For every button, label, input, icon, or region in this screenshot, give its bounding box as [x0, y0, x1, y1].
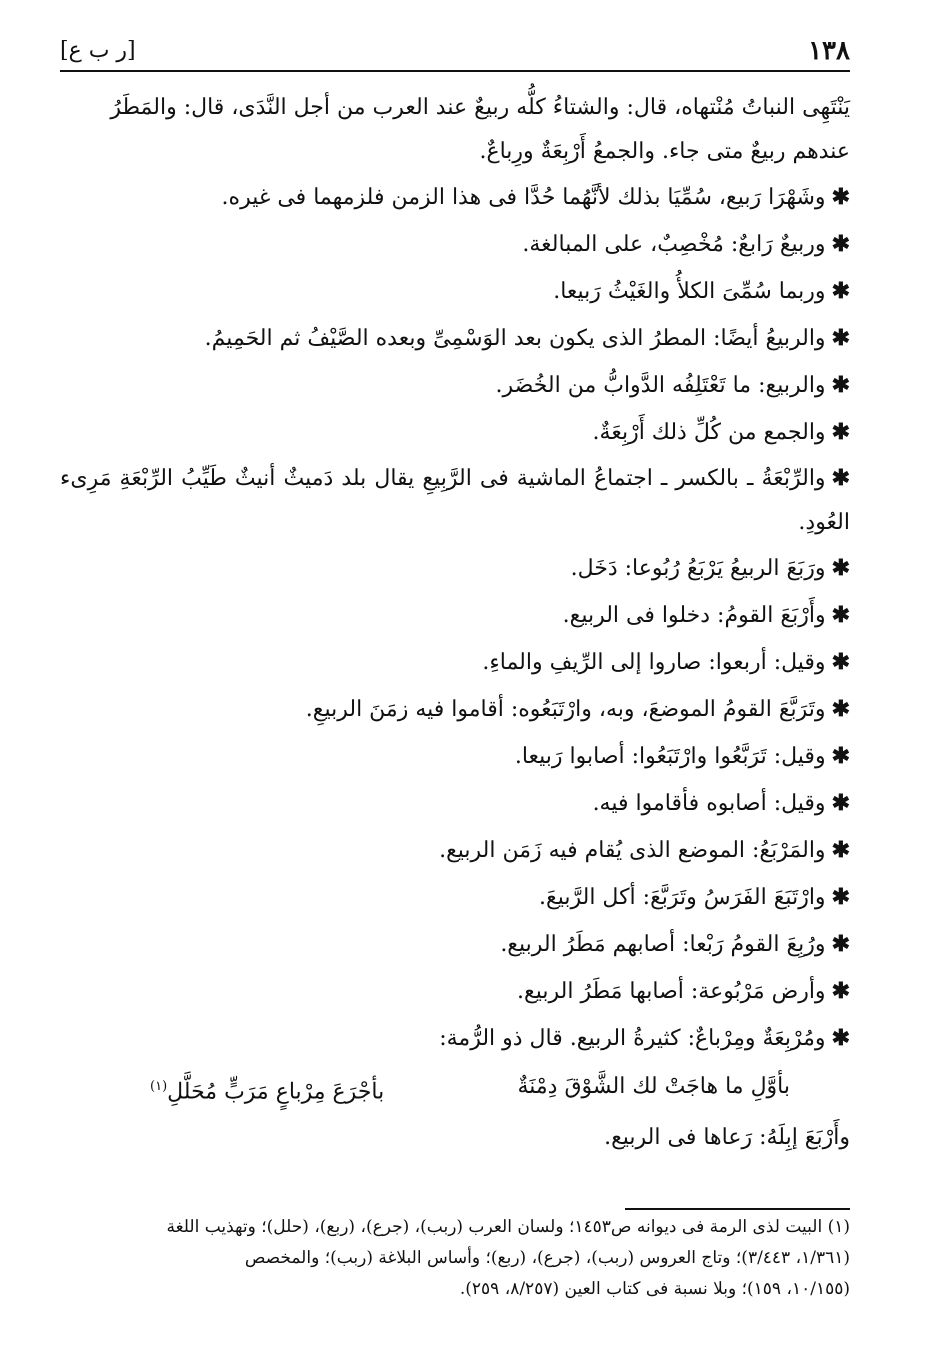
entry-text: وربما سُمِّىَ الكلأُ والغَيْثُ رَبيعا. — [553, 279, 826, 304]
dictionary-entry — [60, 221, 850, 268]
entry-text: والربيع: ما تَعْتَلِفُه الدَّوابُّ من الخُضَر. — [495, 373, 826, 398]
asterisk-bullet-icon: ✱ — [831, 931, 850, 957]
root-letters-label: [ر ب ع] — [60, 38, 136, 63]
asterisk-bullet-icon: ✱ — [831, 465, 850, 491]
intro-line: عندهم ربيعٌ متى جاء. والجمعُ أَرْبِعَةٌ ورِباعٌ. — [479, 139, 850, 164]
entry-text: وقيل: أصابوه فأقاموا فيه. — [592, 791, 826, 816]
dictionary-entry — [60, 545, 850, 592]
dictionary-entry — [60, 409, 850, 456]
entry-text: وارْتَبَعَ الفَرَسُ وتَرَبَّعَ: أكل الرَّبيعَ. — [539, 885, 826, 910]
entry-text: وقيل: تَرَبَّعُوا وارْتَبَعُوا: أصابوا رَبيعا. — [514, 744, 826, 769]
footnote-divider — [625, 1208, 850, 1210]
verse-second-hemistich-text: بأجْرَعَ مِرْباعٍ مَرَبٍّ مُحَلَّلِ — [167, 1079, 385, 1105]
dictionary-body — [60, 86, 850, 1161]
dictionary-entry — [60, 733, 850, 780]
dictionary-entry — [60, 456, 850, 545]
dictionary-entry — [60, 827, 850, 874]
entry-text: والرِّبْعَةُ ـ بالكسر ـ اجتماعُ الماشية فى الرَّبِيعِ يقال بلد دَميثٌ أنيثٌ طَيِّبُ الرِّبْعَةِ مَرِىء العُودِ. — [60, 466, 850, 535]
footnote-line: (١٠/١٥٥، ١٥٩)؛ وبلا نسبة فى كتاب العين (٨/٢٥٧، ٢٥٩). — [459, 1279, 850, 1299]
asterisk-bullet-icon: ✱ — [831, 837, 850, 863]
dictionary-entry — [60, 921, 850, 968]
footnote-line: (١) البيت لذى الرمة فى ديوانه ص١٤٥٣؛ ولسان العرب (ربب)، (جرع)، (ربع)، (حلل)؛ وتهذيب اللغة — [166, 1217, 850, 1237]
dictionary-entry — [60, 780, 850, 827]
dictionary-entry — [60, 592, 850, 639]
page-header — [60, 36, 850, 72]
entry-text: ورُبِعَ القومُ رَبْعا: أصابهم مَطَرُ الربيع. — [500, 932, 826, 957]
entry-text: والربيعُ أيضًا: المطرُ الذى يكون بعد الوَسْمِىِّ وبعده الصَّيْفُ ثم الحَمِيمُ. — [204, 326, 826, 351]
asterisk-bullet-icon: ✱ — [831, 1025, 850, 1051]
asterisk-bullet-icon: ✱ — [831, 184, 850, 210]
intro-line: يَنْتَهِى النباتُ مُنْتهاه، قال: والشتاءُ كلُّه ربيعٌ عند العرب من أجل النَّدَى، قال: والمَطَرُ — [110, 95, 850, 120]
footnote-line: (١/٣٦١، ٣/٤٤٣)؛ وتاج العروس (ربب)، (جرع)، (ربع)؛ وأساس البلاغة (ربب)؛ والمخصص — [244, 1248, 850, 1268]
asterisk-bullet-icon: ✱ — [831, 790, 850, 816]
entry-text: وأرض مَرْبُوعة: أصابها مَطَرُ الربيع. — [517, 979, 826, 1004]
entry-text: ورَبَعَ الربيعُ يَرْبَعُ رُبُوعا: دَخَل. — [570, 556, 826, 581]
entry-text: والجمع من كُلِّ ذلك أَرْبِعَةٌ. — [592, 420, 826, 445]
asterisk-bullet-icon: ✱ — [831, 372, 850, 398]
dictionary-entry — [60, 268, 850, 315]
entry-text: وربيعٌ رَابعٌ: مُخْصِبٌ، على المبالغة. — [522, 232, 826, 257]
dictionary-entry — [60, 686, 850, 733]
footnote-marker: (١) — [150, 1079, 168, 1094]
verse-first-hemistich: بأوَّلِ ما هاجَتْ لك الشَّوْقَ دِمْنَةٌ — [517, 1074, 790, 1099]
asterisk-bullet-icon: ✱ — [831, 555, 850, 581]
dictionary-entry — [60, 968, 850, 1015]
asterisk-bullet-icon: ✱ — [831, 884, 850, 910]
entry-text: وتَرَبَّعَ القومُ الموضعَ، وبه، وارْتَبَعُوه: أقاموا فيه زمَنَ الربيعِ. — [305, 697, 826, 722]
dictionary-entry — [60, 174, 850, 221]
entry-text: والمَرْبَعُ: الموضع الذى يُقام فيه زَمَن الربيع. — [439, 838, 826, 863]
asterisk-bullet-icon: ✱ — [831, 278, 850, 304]
page-number: ١٣٨ — [808, 36, 850, 66]
entry-text: وشَهْرَا رَبيع، سُمِّيَا بذلك لأنَّهُما حُدَّا فى هذا الزمن فلزمهما فى غيره. — [221, 185, 826, 210]
asterisk-bullet-icon: ✱ — [831, 602, 850, 628]
asterisk-bullet-icon: ✱ — [831, 325, 850, 351]
asterisk-bullet-icon: ✱ — [831, 696, 850, 722]
dictionary-entry — [60, 1015, 850, 1062]
asterisk-bullet-icon: ✱ — [831, 419, 850, 445]
asterisk-bullet-icon: ✱ — [831, 649, 850, 675]
after-verse-line: وأَرْبَعَ إبِلَهُ: رَعاها فى الربيع. — [604, 1125, 850, 1151]
entry-text: وأَرْبَعَ القومُ: دخلوا فى الربيع. — [562, 603, 826, 628]
verse-second-hemistich — [150, 1064, 384, 1115]
asterisk-bullet-icon: ✱ — [831, 743, 850, 769]
asterisk-bullet-icon: ✱ — [831, 231, 850, 257]
dictionary-entry — [60, 639, 850, 686]
entry-text: ومُرْبِعَةٌ ومِرْباعٌ: كثيرةُ الربيع. قال ذو الرُّمة: — [439, 1026, 826, 1051]
asterisk-bullet-icon: ✱ — [831, 978, 850, 1004]
dictionary-entry — [60, 315, 850, 362]
footnotes — [60, 1212, 850, 1305]
dictionary-entry — [60, 874, 850, 921]
poetry-verse — [150, 1064, 850, 1115]
dictionary-entry — [60, 362, 850, 409]
entry-text: وقيل: أربعوا: صاروا إلى الرِّيفِ والماءِ. — [482, 650, 826, 675]
